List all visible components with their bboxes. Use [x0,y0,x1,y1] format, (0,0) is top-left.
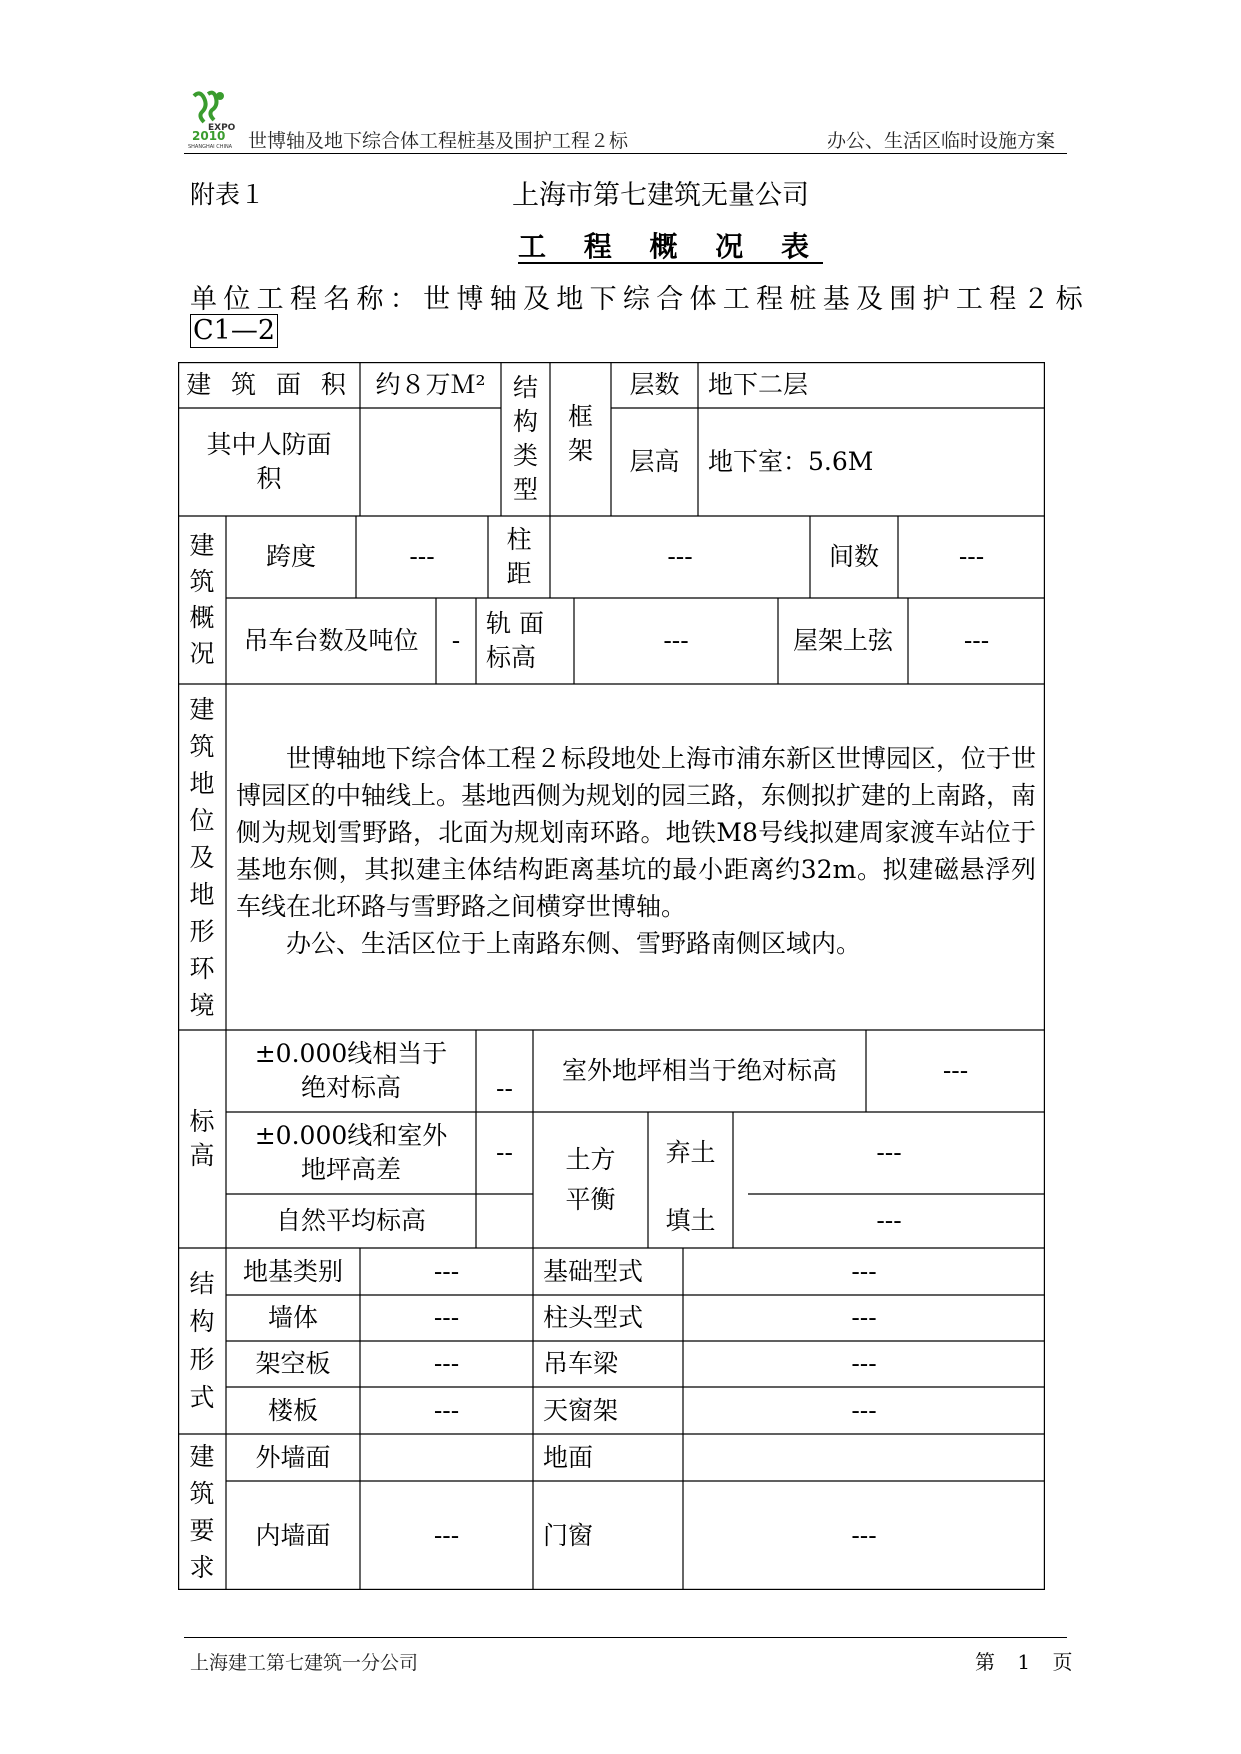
structure-type-value: 框架 [567,402,593,465]
floor-height-label: 层高 [629,447,680,476]
page-title-text: 工 程 概 况 表 [518,230,823,263]
crane-capacity-value: - [451,626,461,655]
expo-2010-logo-icon [186,88,244,150]
building-requirements-label: 建筑要求 [189,1442,215,1582]
structure-type-label: 结构类型 [513,373,539,504]
column-head-form-label: 柱头型式 [543,1303,644,1332]
wall-value: --- [433,1303,460,1332]
roof-truss-chord-label: 屋架上弦 [792,626,893,655]
svg-text:2010: 2010 [192,129,226,143]
building-overview-label: 建筑概况 [189,531,215,668]
floor-slab-value: --- [433,1395,460,1425]
civil-defense-area-value [360,408,501,516]
unit-project-name: 单位工程名称：世博轴及地下综合体工程桩基及围护工程２标 [190,284,1090,315]
location-label: 建筑地位及地形环境 [189,694,215,1020]
outdoor-absolute-elevation-label: 室外地坪相当于绝对标高 [561,1056,837,1085]
ground-label: 地面 [543,1442,594,1472]
foundation-form-label: 基础型式 [543,1256,644,1286]
page-title [0,225,1241,265]
bays-value: --- [958,542,985,571]
wall-label: 墙体 [267,1303,318,1332]
elevation-label: 标高 [189,1107,215,1170]
zero-line-absolute-elevation-value: -- [496,1074,513,1103]
overhead-slab-label: 架空板 [255,1349,331,1378]
zero-line-absolute-elevation-label: ±0.000线相当于绝对标高 [254,1039,448,1102]
span-value: --- [409,542,435,571]
crane-capacity-label: 吊车台数及吨位 [243,626,419,655]
interior-wall-value: --- [433,1520,460,1550]
outdoor-absolute-elevation-value: --- [942,1056,969,1085]
waste-soil-value: --- [876,1138,902,1167]
floor-slab-label: 楼板 [267,1395,318,1425]
foundation-type-value: --- [433,1256,460,1286]
fill-soil-label: 填土 [665,1206,716,1235]
header-divider [184,153,1067,154]
column-spacing-value: --- [667,542,693,571]
elevation-difference-value: -- [496,1138,513,1167]
foundation-form-value: --- [851,1256,877,1286]
floor-height-value: 地下室：5.6M [708,447,874,476]
page-number: 第 1 页 [975,1650,1081,1674]
floors-label: 层数 [629,370,680,399]
fill-soil-value: --- [876,1206,902,1235]
exterior-wall-label: 外墙面 [255,1442,331,1472]
natural-average-elevation-value [476,1194,533,1248]
footer-divider [184,1637,1067,1638]
bays-label: 间数 [828,542,879,571]
location-paragraph-2: 办公、生活区位于上南路东侧、雪野路南侧区域内。 [286,929,862,958]
ground-value [683,1434,1045,1481]
svg-text:SHANGHAI CHINA: SHANGHAI CHINA [188,144,233,150]
footer-company: 上海建工第七建筑一分公司 [190,1652,419,1674]
crane-beam-label: 吊车梁 [543,1349,619,1378]
svg-text:EXPO: EXPO [208,123,236,133]
location-paragraph-1: 世博轴地下综合体工程２标段地处上海市浦东新区世博园区，位于世博园区的中轴线上。基地西侧为规划的园三路，东侧拟扩建的上南路，南侧为规划雪野路，北面为规划南环路。地铁M8号线拟建周家渡车站位于基地东侧，其拟建主体结构距离基坑的最小距离约32m。拟建磁悬浮列车线在北环路与雪野路之间横穿世博轴。 [236,744,1037,921]
skylight-frame-value: --- [851,1395,877,1425]
floors-value: 地下二层 [708,370,809,399]
column-head-form-value: --- [851,1303,877,1332]
civil-defense-area-label: 其中人防面积 [206,430,332,493]
waste-soil-label: 弃土 [665,1138,716,1167]
header-project-name: 世博轴及地下综合体工程桩基及围护工程２标 [248,130,629,152]
appendix-label: 附表１ [190,180,266,209]
elevation-difference-label: ±0.000线和室外地坪高差 [254,1121,448,1184]
overhead-slab-value: --- [433,1349,460,1378]
area-value: 约８万Ｍ² [375,370,486,399]
earthwork-balance-label: 土方平衡 [565,1145,616,1214]
structure-form-label: 结构形式 [189,1269,215,1412]
interior-wall-label: 内墙面 [255,1520,331,1550]
area-label: 建 筑 面 积 [186,370,352,399]
doors-windows-label: 门窗 [543,1520,594,1550]
doors-windows-value: --- [851,1520,877,1550]
skylight-frame-label: 天窗架 [543,1395,619,1425]
rail-elevation-value: --- [663,626,689,655]
header-section-name: 办公、生活区临时设施方案 [826,130,1055,152]
foundation-type-label: 地基类别 [242,1256,343,1286]
crane-beam-value: --- [851,1349,877,1378]
exterior-wall-value [360,1434,533,1481]
span-label: 跨度 [265,542,316,571]
company-name: 上海市第七建筑无量公司 [512,180,809,211]
rail-elevation-label: 轨 面标高 [486,609,544,672]
natural-average-elevation-label: 自然平均标高 [275,1206,426,1235]
location-description [236,740,1036,962]
unit-project-code: C1—2 [190,314,278,348]
roof-truss-chord-value: --- [963,626,990,655]
column-spacing-label: 柱距 [506,525,532,588]
